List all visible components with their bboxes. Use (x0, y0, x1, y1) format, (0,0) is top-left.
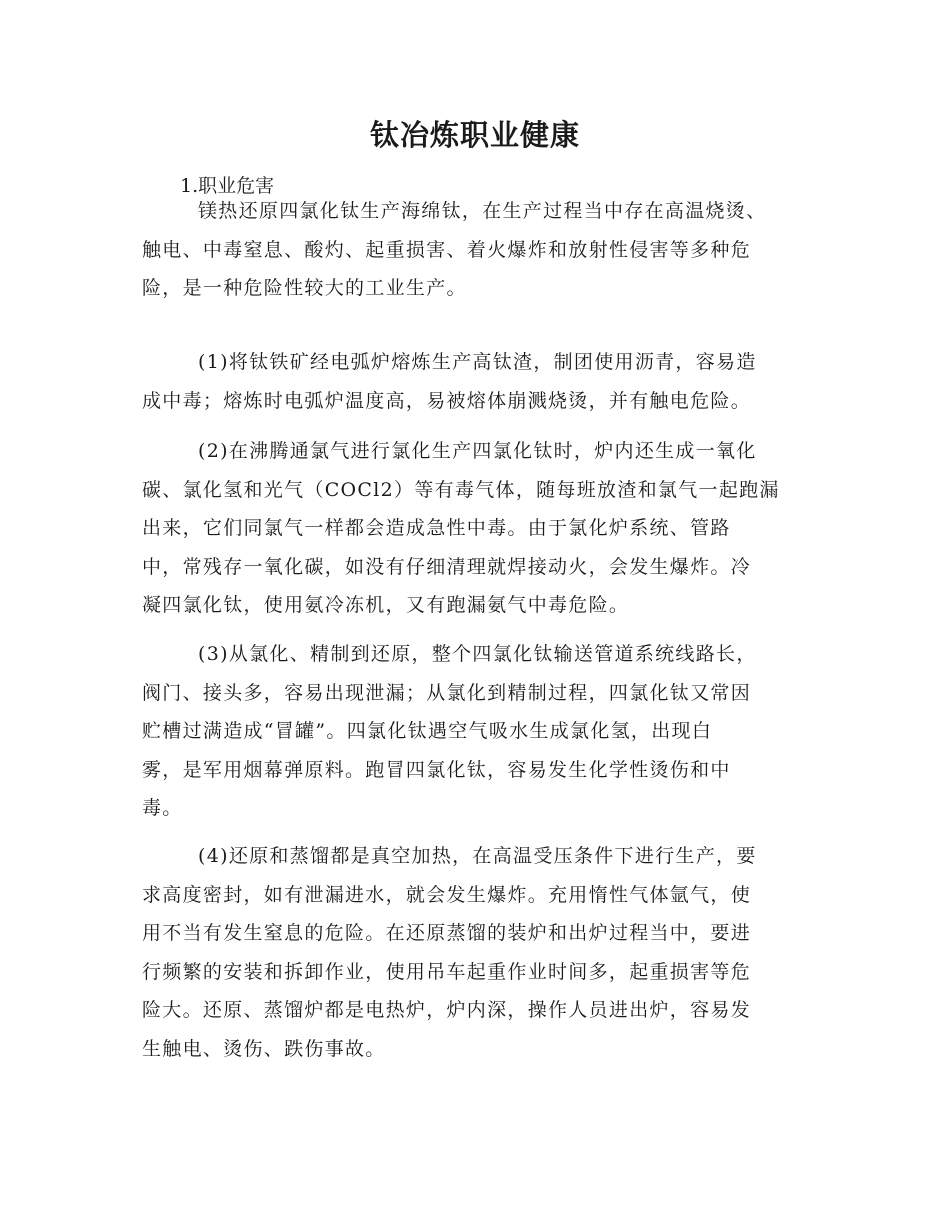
paragraph-line: (1)将钛铁矿经电弧炉熔炼生产高钛渣，制团使用沥青，容易造 (198, 351, 757, 373)
paragraph-line: 成中毒；熔炼时电弧炉温度高，易被熔体崩溅烧烫，并有触电危险。 (142, 389, 752, 412)
paragraph-line: 阀门、接头多，容易出现泄漏；从氯化到精制过程，四氯化钛又常因 (142, 681, 752, 704)
paragraph-intro (142, 192, 807, 308)
paragraph-item-2 (142, 432, 807, 625)
paragraph-line: 险，是一种危险性较大的工业生产。 (142, 277, 467, 299)
paragraph-item-4 (142, 837, 807, 1068)
paragraph-line: 触电、中毒窒息、酸灼、起重损害、着火爆炸和放射性侵害等多种危 (142, 238, 752, 261)
paragraph-line: 雾，是军用烟幕弹原料。跑冒四氯化钛，容易发生化学性烫伤和中 (142, 758, 731, 781)
paragraph-line: 出来，它们同氯气一样都会造成急性中毒。由于氯化炉系统、管路 (142, 517, 731, 539)
paragraph-line: 镁热还原四氯化钛生产海绵钛，在生产过程当中存在高温烧烫、 (198, 200, 767, 222)
paragraph-line: 贮槽过满造成“冒罐”。四氯化钛遇空气吸水生成氯化氢，出现白 (142, 720, 713, 742)
paragraph-line: 求高度密封，如有泄漏进水，就会发生爆炸。充用惰性气体氩气，使 (142, 883, 752, 906)
paragraph-line: 碳、氯化氢和光气（COCl2）等有毒气体，随每班放渣和氯气一起跑漏 (142, 478, 780, 501)
paragraph-line: (2)在沸腾通氯气进行氯化生产四氯化钛时，炉内还生成一氧化 (198, 440, 757, 462)
paragraph-line: (3)从氯化、精制到还原，整个四氯化钛输送管道系统线路长， (198, 643, 757, 665)
paragraph-line: 险大。还原、蒸馏炉都是电热炉，炉内深，操作人员进出炉，容易发 (142, 999, 752, 1021)
paragraph-line: 行频繁的安装和拆卸作业，使用吊车起重作业时间多，起重损害等危 (142, 960, 752, 983)
document-title: 钛冶炼职业健康 (369, 118, 580, 152)
paragraph-line: 用不当有发生窒息的危险。在还原蒸馏的装炉和出炉过程当中，要进 (142, 922, 752, 944)
paragraph-line: 凝四氯化钛，使用氨冷冻机，又有跑漏氨气中毒危险。 (142, 594, 630, 616)
paragraph-line: (4)还原和蒸馏都是真空加热，在高温受压条件下进行生产，要 (198, 845, 757, 867)
paragraph-item-1 (142, 343, 807, 420)
paragraph-line: 中，常残存一氧化碳，如没有仔细清理就焊接动火，会发生爆炸。冷 (142, 555, 752, 578)
paragraph-item-3 (142, 635, 807, 828)
section-heading: 1.职业危害 (180, 175, 275, 197)
paragraph-line: 毒。 (142, 797, 183, 819)
paragraph-line: 生触电、烫伤、跌伤事故。 (142, 1037, 386, 1060)
